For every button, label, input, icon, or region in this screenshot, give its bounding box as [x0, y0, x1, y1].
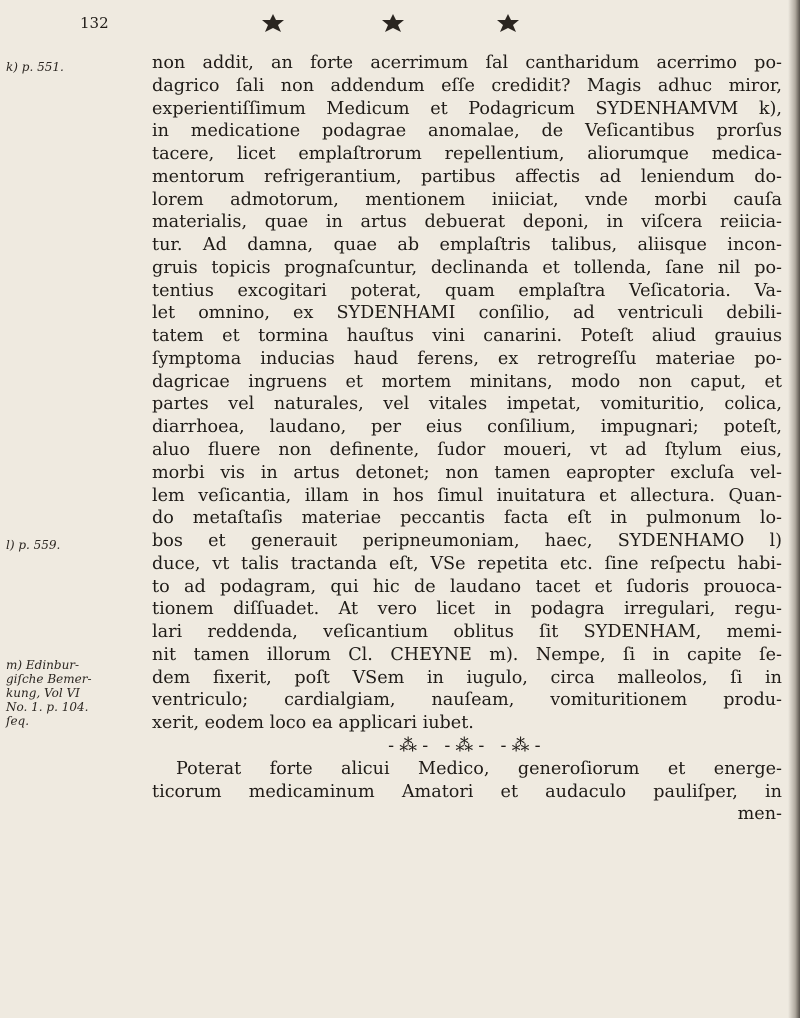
- text-line: dagricae ingruens et mortem minitans, modo non caput, et: [152, 371, 782, 392]
- text-line: tionem diſſuadet. At vero licet in podagra irregulari, regu-: [152, 599, 782, 620]
- text-line: tentius excogitari poterat, quam emplaſtra Veſicatoria. Va-: [152, 280, 782, 301]
- text-line: tur. Ad damna, quae ab emplaſtris talibus, aliisque incon-: [152, 235, 782, 256]
- text-line: gruis topicis prognaſcuntur, declinanda et tollenda, ſane nil po-: [152, 257, 782, 278]
- text-line: lorem admotorum, mentionem iniiciat, vnde morbi cauſa: [152, 189, 782, 210]
- text-line: diarrhoea, laudano, per eius conſilium, impugnari; poteſt,: [152, 417, 782, 438]
- margin-note-line: giſche Bemer-: [6, 672, 92, 686]
- page-number: 132: [80, 14, 109, 32]
- text-line: bos et generauit peripneumoniam, haec, SYDENHAMO l): [152, 531, 782, 552]
- margin-note-k: k) p. 551.: [6, 60, 64, 74]
- text-line: materialis, quae in artus debuerat deponi, in viſcera reiicia-: [152, 212, 782, 233]
- text-line: nit tamen illorum Cl. CHEYNE m). Nempe, ſi in capite ſe-: [152, 644, 782, 665]
- text-line: tacere, licet emplaſtrorum repellentium, aliorumque medica-: [152, 144, 782, 165]
- catchword: men-: [737, 804, 782, 825]
- body-text: [152, 52, 782, 826]
- text-line: lari reddenda, veſicantium oblitus ſit SYDENHAM, memi-: [152, 622, 782, 643]
- page-header: [80, 10, 780, 40]
- ornament-icon: [260, 12, 286, 34]
- text-line: lem veſicantia, illam in hos ſimul inuitatura et allectura. Quan-: [152, 485, 782, 506]
- text-line: to ad podagram, qui hic de laudano tacet et ſudoris prouoca-: [152, 576, 782, 597]
- text-line: ſymptoma inducias haud ferens, ex retrogreſſu materiae po-: [152, 348, 782, 369]
- margin-note-line: No. 1. p. 104.: [6, 700, 89, 714]
- text-line: let omnino, ex SYDENHAMI conſilio, ad ventriculi debili-: [152, 303, 782, 324]
- section-separator: -⁂- -⁂- -⁂-: [388, 735, 546, 756]
- text-line: non addit, an forte acerrimum ſal cantharidum acerrimo po-: [152, 53, 782, 73]
- text-line: ventriculo; cardialgiam, nauſeam, vomituritionem produ-: [152, 690, 782, 711]
- text-line: do metaſtaſis materiae peccantis facta eſt in pulmonum lo-: [152, 508, 782, 529]
- margin-note-line: ſeq.: [6, 714, 30, 728]
- text-line: tatem et tormina hauſtus vini canarini. Poteſt aliud grauius: [152, 326, 782, 347]
- text-line: in medicatione podagrae anomalae, de Veſicantibus prorſus: [152, 121, 782, 142]
- text-line: ticorum medicaminum Amatori et audaculo pauliſper, in: [152, 781, 782, 802]
- text-line: Poterat forte alicui Medico, generoſiorum et energe-: [176, 758, 782, 779]
- page-edge-shadow: [788, 0, 800, 1018]
- text-line: xerit, eodem loco ea applicari iubet.: [152, 713, 474, 734]
- text-line: dem fixerit, poſt VSem in iugulo, circa malleolos, ſi in: [152, 667, 782, 688]
- text-line: morbi vis in artus detonet; non tamen eapropter excluſa vel-: [152, 462, 782, 483]
- text-line: experientiſſimum Medicum et Podagricum SYDENHAMVM k),: [152, 98, 782, 119]
- margin-note-l: l) p. 559.: [6, 538, 61, 552]
- text-line: mentorum refrigerantium, partibus affectis ad leniendum do-: [152, 166, 782, 187]
- ornament-icon: [495, 12, 521, 34]
- text-line: dagrico ſali non addendum eſſe credidit? Magis adhuc miror,: [152, 75, 782, 96]
- ornament-icon: [380, 12, 406, 34]
- margin-note-line: m) Edinbur-: [6, 658, 80, 672]
- text-line: partes vel naturales, vel vitales impetat, vomituritio, colica,: [152, 394, 782, 415]
- margin-note-m: [6, 658, 92, 728]
- text-line: duce, vt talis tractanda eſt, VSe repetita etc. ſine reſpectu habi-: [152, 553, 782, 574]
- margin-note-line: kung, Vol VI: [6, 686, 80, 700]
- text-line: aluo fluere non definente, ſudor moueri, vt ad ſtylum eius,: [152, 440, 782, 461]
